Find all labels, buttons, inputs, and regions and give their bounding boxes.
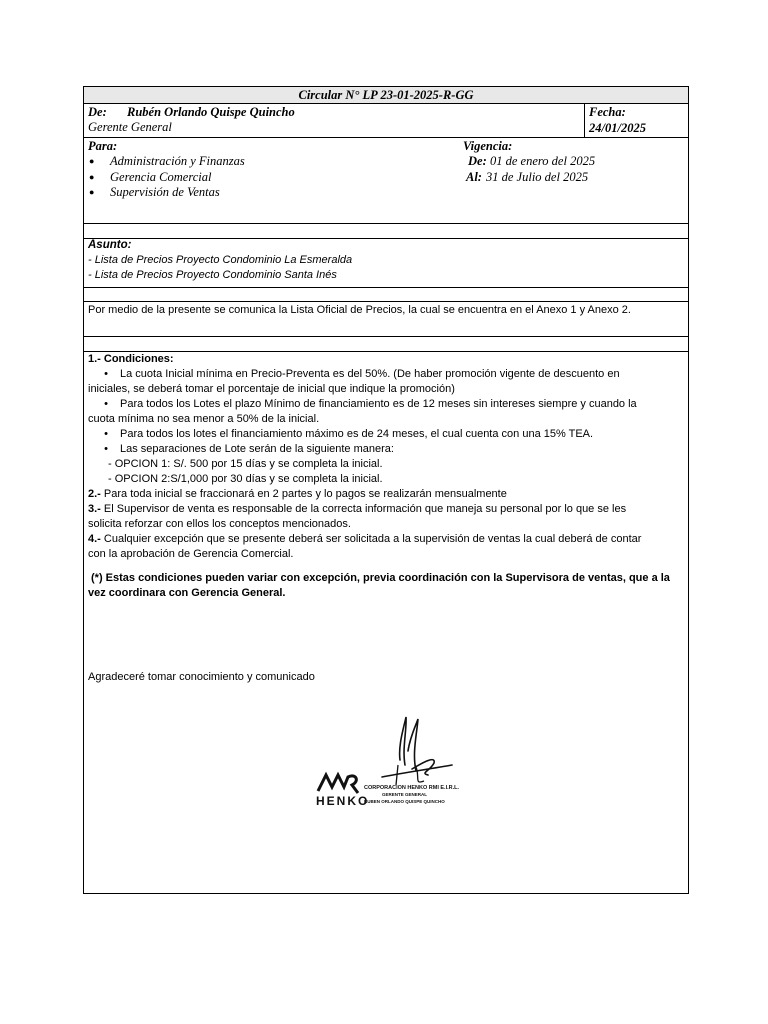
condition-text: iniciales, se deberá tomar el porcentaje de inicial que indique la promoción): [88, 383, 455, 395]
subject-line: - Lista de Precios Proyecto Condominio Santa Inés: [88, 269, 337, 281]
divider: [84, 238, 688, 239]
divider: [84, 103, 688, 104]
date-value: 24/01/2025: [589, 121, 646, 135]
recipient-item: Gerencia Comercial: [110, 170, 212, 184]
divider: [84, 287, 688, 288]
validity-label: Vigencia:: [463, 139, 513, 153]
circular-document: [83, 86, 689, 894]
closing-text: Agradeceré tomar conocimiento y comunicado: [88, 671, 315, 683]
subject-label: Asunto:: [88, 239, 132, 251]
bullet-icon: •: [104, 368, 108, 380]
item-number: 3.-: [88, 503, 101, 515]
divider: [84, 223, 688, 224]
validity-from-label: De:: [468, 154, 487, 168]
validity-to-label: Al:: [466, 170, 482, 184]
stamp-role: GERENTE GENERAL: [382, 792, 428, 797]
recipient-item: Supervisión de Ventas: [110, 185, 220, 199]
stamp-company: CORPORACION HENKO RMI E.I.R.L.: [364, 785, 460, 791]
recipient-item: Administración y Finanzas: [110, 154, 245, 168]
intro-text: Por medio de la presente se comunica la Lista Oficial de Precios, la cual se encuentra en el Anexo 1 y Anexo 2.: [88, 304, 631, 316]
divider: [584, 103, 585, 137]
item-text: Para toda inicial se fraccionará en 2 partes y lo pagos se realizarán mensualmente: [103, 488, 507, 500]
condition-text: Para todos los Lotes el plazo Mínimo de financiamiento es de 12 meses sin intereses siempre y cuando la: [120, 398, 637, 410]
divider: [84, 301, 688, 302]
condition-text: cuota mínima no sea menor a 50% de la inicial.: [88, 413, 320, 425]
logo-text: HENKO: [316, 794, 370, 808]
item-text: Cualquier excepción que se presente deberá ser solicitada a la supervisión de ventas la cual deberá de contar: [103, 533, 642, 545]
item-number: 2.-: [88, 488, 101, 500]
item-text: solicita reforzar con ellos los conceptos mencionados.: [88, 518, 351, 530]
conditions-section: [88, 352, 684, 601]
from-label: De:: [88, 105, 107, 119]
item-number: 4.-: [88, 533, 101, 545]
option-text: - OPCION 2:S/1,000 por 30 días y se completa la inicial.: [108, 473, 383, 485]
from-role: Gerente General: [88, 120, 172, 134]
condition-text: Las separaciones de Lote serán de la siguiente manera:: [120, 443, 394, 455]
from-name: Rubén Orlando Quispe Quincho: [127, 105, 295, 119]
note-text: (*) Estas condiciones pueden variar con excepción, previa coordinación con la Supervisora de ventas, que a la: [91, 572, 670, 584]
date-label: Fecha:: [589, 105, 626, 119]
signature-icon: [312, 715, 462, 835]
divider: [84, 336, 688, 337]
item-text: con la aprobación de Gerencia Comercial.: [88, 548, 294, 560]
bullet-icon: •: [104, 428, 108, 440]
condition-text: La cuota Inicial mínima en Precio-Preventa es del 50%. (De haber promoción vigente de descuento en: [120, 368, 620, 380]
option-text: - OPCION 1: S/. 500 por 15 días y se completa la inicial.: [108, 458, 383, 470]
validity-to: 31 de Julio del 2025: [486, 170, 589, 184]
item-text: El Supervisor de venta es responsable de la correcta información que maneja su personal por lo que se les: [103, 503, 627, 515]
subject-line: - Lista de Precios Proyecto Condominio La Esmeralda: [88, 254, 353, 266]
recipients-label: Para:: [88, 139, 118, 153]
bullet-icon: ●: [89, 172, 95, 182]
stamp-name: RUBEN ORLANDO QUISPE QUINCHO: [364, 799, 445, 804]
bullet-icon: ●: [89, 187, 95, 197]
bullet-icon: ●: [89, 156, 95, 166]
circular-title: Circular N° LP 23-01-2025-R-GG: [84, 87, 688, 103]
bullet-icon: •: [104, 443, 108, 455]
divider: [84, 137, 688, 138]
note-text: vez coordinara con Gerencia General.: [88, 587, 286, 599]
conditions-heading: 1.- Condiciones:: [88, 353, 174, 365]
signature-stamp: [312, 715, 462, 835]
condition-text: Para todos los lotes el financiamiento máximo es de 24 meses, el cual cuenta con una 15% TEA.: [120, 428, 594, 440]
validity-from: 01 de enero del 2025: [490, 154, 596, 168]
bullet-icon: •: [104, 398, 108, 410]
